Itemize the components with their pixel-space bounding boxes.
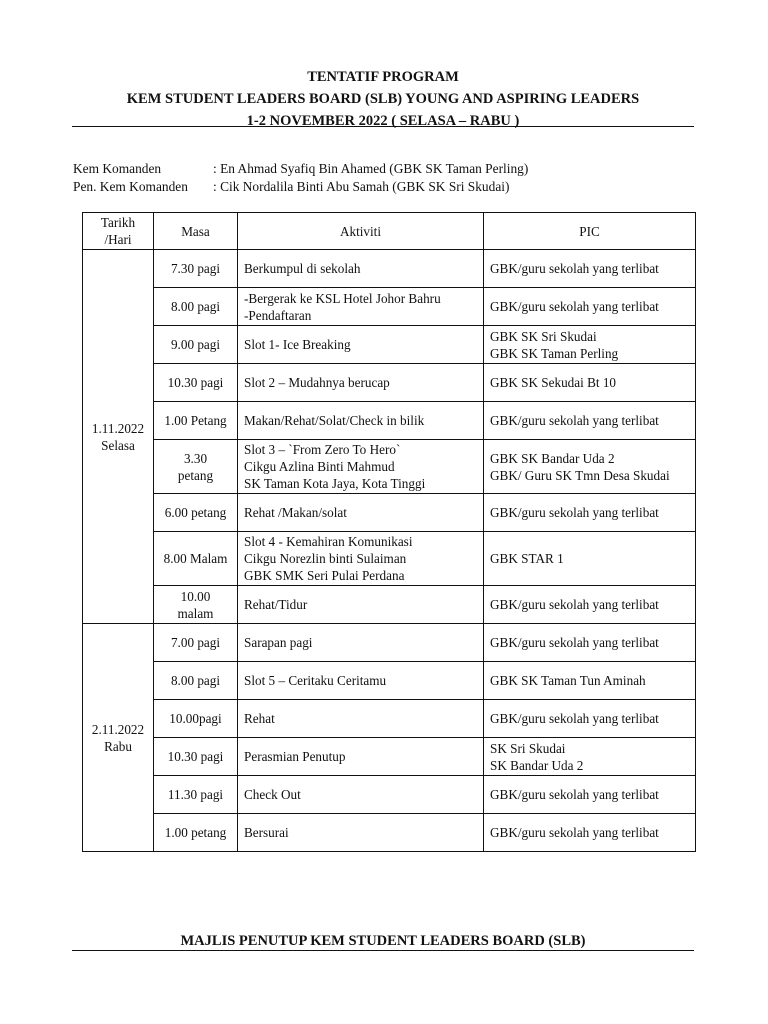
activity-cell: Rehat/Tidur [238, 586, 484, 624]
deputy-commander-row [73, 178, 528, 196]
time-cell: 10.00 malam [154, 586, 238, 624]
closing-ceremony-title: MAJLIS PENUTUP KEM STUDENT LEADERS BOARD (SLB) [180, 933, 586, 949]
activity-cell: Berkumpul di sekolah [238, 250, 484, 288]
schedule-body [83, 250, 696, 852]
time-cell: 10.30 pagi [154, 364, 238, 402]
activity-cell: Slot 2 – Mudahnya berucap [238, 364, 484, 402]
header-activity: Aktiviti [238, 213, 484, 250]
time-cell: 1.00 petang [154, 814, 238, 852]
doc-subtitle: KEM STUDENT LEADERS BOARD (SLB) YOUNG AND ASPIRING LEADERS [126, 91, 640, 107]
pic-cell: GBK/guru sekolah yang terlibat [484, 624, 696, 662]
time-cell: 7.00 pagi [154, 624, 238, 662]
pic-cell: GBK/guru sekolah yang terlibat [484, 586, 696, 624]
commander-row [73, 160, 528, 178]
time-cell: 7.30 pagi [154, 250, 238, 288]
table-row [83, 494, 696, 532]
header-time: Masa [154, 213, 238, 250]
table-row [83, 586, 696, 624]
activity-cell: Slot 4 - Kemahiran Komunikasi Cikgu Norezlin binti Sulaiman GBK SMK Seri Pulai Perdana [238, 532, 484, 586]
table-row [83, 250, 696, 288]
table-row [83, 288, 696, 326]
doc-date: 1-2 NOVEMBER 2022 ( SELASA – RABU ) [246, 113, 520, 129]
time-cell: 11.30 pagi [154, 776, 238, 814]
pic-cell: GBK/guru sekolah yang terlibat [484, 402, 696, 440]
time-cell: 3.30 petang [154, 440, 238, 494]
pic-cell: GBK/guru sekolah yang terlibat [484, 700, 696, 738]
time-cell: 10.00pagi [154, 700, 238, 738]
date-day-cell: 2.11.2022 Rabu [83, 624, 154, 852]
pic-cell: GBK SK Sri Skudai GBK SK Taman Perling [484, 326, 696, 364]
header-pic: PIC [484, 213, 696, 250]
pic-cell: GBK/guru sekolah yang terlibat [484, 776, 696, 814]
schedule-table [82, 212, 696, 852]
deputy-commander-name: : Cik Nordalila Binti Abu Samah (GBK SK Sri Skudai) [213, 179, 510, 194]
pic-cell: GBK SK Bandar Uda 2 GBK/ Guru SK Tmn Desa Skudai [484, 440, 696, 494]
pic-cell: GBK/guru sekolah yang terlibat [484, 814, 696, 852]
time-cell: 6.00 petang [154, 494, 238, 532]
deputy-commander-role: Pen. Kem Komanden [73, 179, 188, 194]
activity-cell: Slot 1- Ice Breaking [238, 326, 484, 364]
date-day-cell: 1.11.2022 Selasa [83, 250, 154, 624]
activity-cell: Check Out [238, 776, 484, 814]
activity-cell: Slot 3 – `From Zero To Hero` Cikgu Azlina Binti Mahmud SK Taman Kota Jaya, Kota Tinggi [238, 440, 484, 494]
activity-cell: Rehat [238, 700, 484, 738]
pic-cell: GBK SK Sekudai Bt 10 [484, 364, 696, 402]
footer-rule [72, 950, 694, 951]
time-cell: 1.00 Petang [154, 402, 238, 440]
table-row [83, 776, 696, 814]
pic-cell: GBK/guru sekolah yang terlibat [484, 288, 696, 326]
table-row [83, 326, 696, 364]
activity-cell: Makan/Rehat/Solat/Check in bilik [238, 402, 484, 440]
pic-cell: SK Sri Skudai SK Bandar Uda 2 [484, 738, 696, 776]
table-row [83, 402, 696, 440]
document-header [72, 66, 694, 132]
table-row [83, 662, 696, 700]
time-cell: 10.30 pagi [154, 738, 238, 776]
pic-cell: GBK SK Taman Tun Aminah [484, 662, 696, 700]
table-row [83, 532, 696, 586]
activity-cell: Sarapan pagi [238, 624, 484, 662]
activity-cell: Rehat /Makan/solat [238, 494, 484, 532]
pic-cell: GBK/guru sekolah yang terlibat [484, 494, 696, 532]
table-row [83, 364, 696, 402]
activity-cell: Bersurai [238, 814, 484, 852]
pic-cell: GBK/guru sekolah yang terlibat [484, 250, 696, 288]
table-row [83, 738, 696, 776]
time-cell: 9.00 pagi [154, 326, 238, 364]
doc-title: TENTATIF PROGRAM [307, 69, 459, 85]
time-cell: 8.00 pagi [154, 662, 238, 700]
table-row [83, 440, 696, 494]
header-date-day: Tarikh /Hari [83, 213, 154, 250]
commanders-block [73, 160, 528, 196]
commander-role: Kem Komanden [73, 161, 162, 176]
table-row [83, 700, 696, 738]
table-header-row [83, 213, 696, 250]
activity-cell: Perasmian Penutup [238, 738, 484, 776]
table-row [83, 814, 696, 852]
activity-cell: Slot 5 – Ceritaku Ceritamu [238, 662, 484, 700]
time-cell: 8.00 pagi [154, 288, 238, 326]
activity-cell: -Bergerak ke KSL Hotel Johor Bahru -Pendaftaran [238, 288, 484, 326]
commander-name: : En Ahmad Syafiq Bin Ahamed (GBK SK Taman Perling) [213, 161, 529, 176]
time-cell: 8.00 Malam [154, 532, 238, 586]
table-row [83, 624, 696, 662]
header-rule [72, 126, 694, 127]
pic-cell: GBK STAR 1 [484, 532, 696, 586]
